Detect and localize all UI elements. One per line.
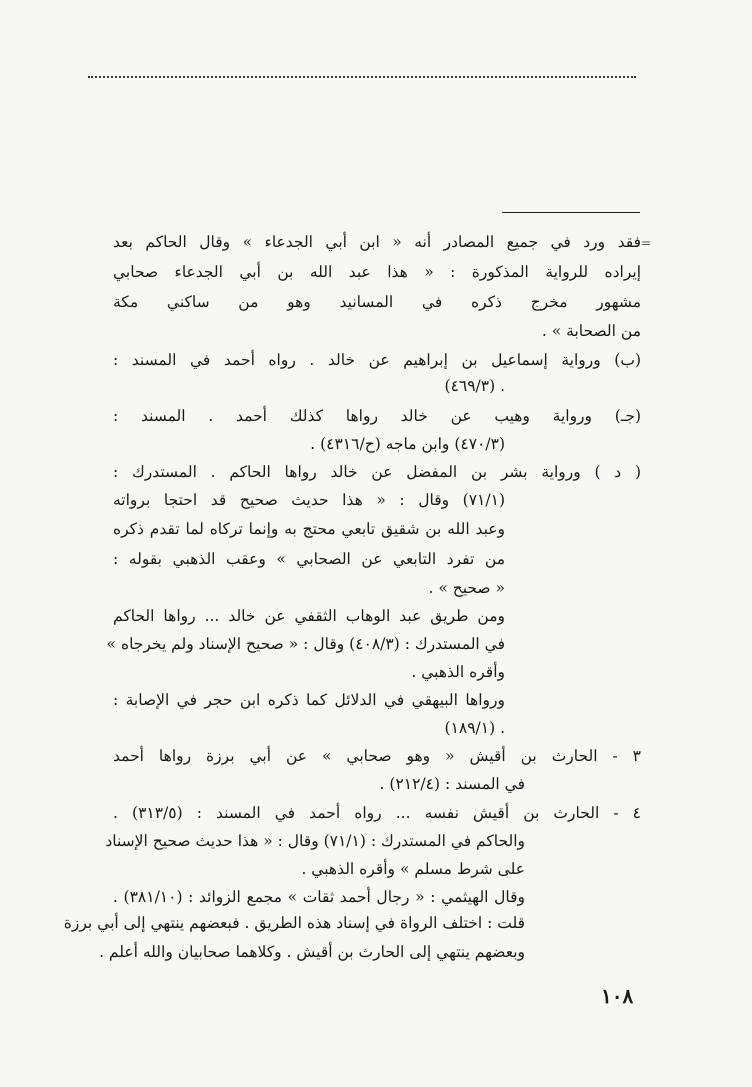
text-line: إيراده للرواية المذكورة : « هذا عبد الله بن أبي الجدعاء صحابي	[113, 263, 641, 281]
page-number: ١٠٨	[601, 984, 634, 1008]
text-line: ومن طريق عبد الوهاب الثقفي عن خالد ... رواها الحاكم	[113, 607, 505, 625]
text-line: (جـ) ورواية وهيب عن خالد رواها كذلك أحمد . المسند :	[113, 407, 641, 425]
text-line: والحاكم في المستدرك : (٧١/١) وقال : « هذا حديث صحيح الإسناد	[105, 832, 525, 850]
text-line: على شرط مسلم » وأقره الذهبي .	[301, 860, 525, 878]
footnote-separator	[502, 212, 640, 213]
text-line: وأقره الذهبي .	[411, 663, 505, 681]
text-line: . (٤٦٩/٣)	[444, 377, 505, 395]
text-line: ٤ - الحارث بن أقيش نفسه ... رواه أحمد في المسند : (٣١٣/٥) .	[113, 804, 641, 822]
text-line: فقد ورد في جميع المصادر أنه « ابن أبي الجدعاء » وقال الحاكم بعد	[113, 233, 641, 251]
text-line: وقال الهيثمي : « رجال أحمد ثقات » مجمع الزوائد : (٣٨١/١٠) .	[113, 888, 525, 906]
text-line: من الصحابة » .	[541, 322, 641, 340]
text-line: في المستدرك : (٤٠٨/٣) وقال : « صحيح الإسناد ولم يخرجاه »	[106, 635, 505, 653]
text-line: وبعضهم ينتهي إلى الحارث بن أقيش . وكلاهما صحابيان والله أعلم .	[99, 943, 525, 961]
text-line: (ب) ورواية إسماعيل بن إبراهيم عن خالد . رواه أحمد في المسند :	[113, 351, 641, 369]
text-line: من تفرد التابعي عن الصحابي » وعقب الذهبي بقوله :	[113, 550, 505, 568]
text-line: (٤٧٠/٣) وابن ماجه (ح/٤٣١٦) .	[310, 435, 505, 453]
text-line: ٣ - الحارث بن أقيش « وهو صحابي » عن أبي برزة رواها أحمد	[113, 747, 641, 765]
text-line: ( د ) ورواية بشر بن المفضل عن خالد رواها الحاكم . المستدرك :	[113, 463, 641, 481]
text-line: « صحيح » .	[428, 579, 505, 597]
text-line: وعبد الله بن شقيق تابعي محتج به وإنما تركاه لما تقدم ذكره	[113, 520, 505, 538]
text-line: . (١٨٩/١)	[444, 719, 505, 737]
header-dotted-rule	[88, 76, 636, 78]
footnote-continuation-mark: =	[641, 236, 652, 250]
text-line: ورواها البيهقي في الدلائل كما ذكره ابن حجر في الإصابة :	[113, 691, 505, 709]
text-line: قلت : اختلف الرواة في إسناد هذه الطريق . فبعضهم ينتهي إلى أبي برزة	[63, 914, 525, 932]
text-line: في المسند : (٢١٢/٤) .	[379, 775, 525, 793]
text-line: (٧١/١) وقال : « هذا حديث صحيح قد احتجا برواته	[113, 491, 505, 509]
text-line: مشهور مخرج ذكره في المسانيد وهو من ساكني مكة	[113, 293, 641, 311]
